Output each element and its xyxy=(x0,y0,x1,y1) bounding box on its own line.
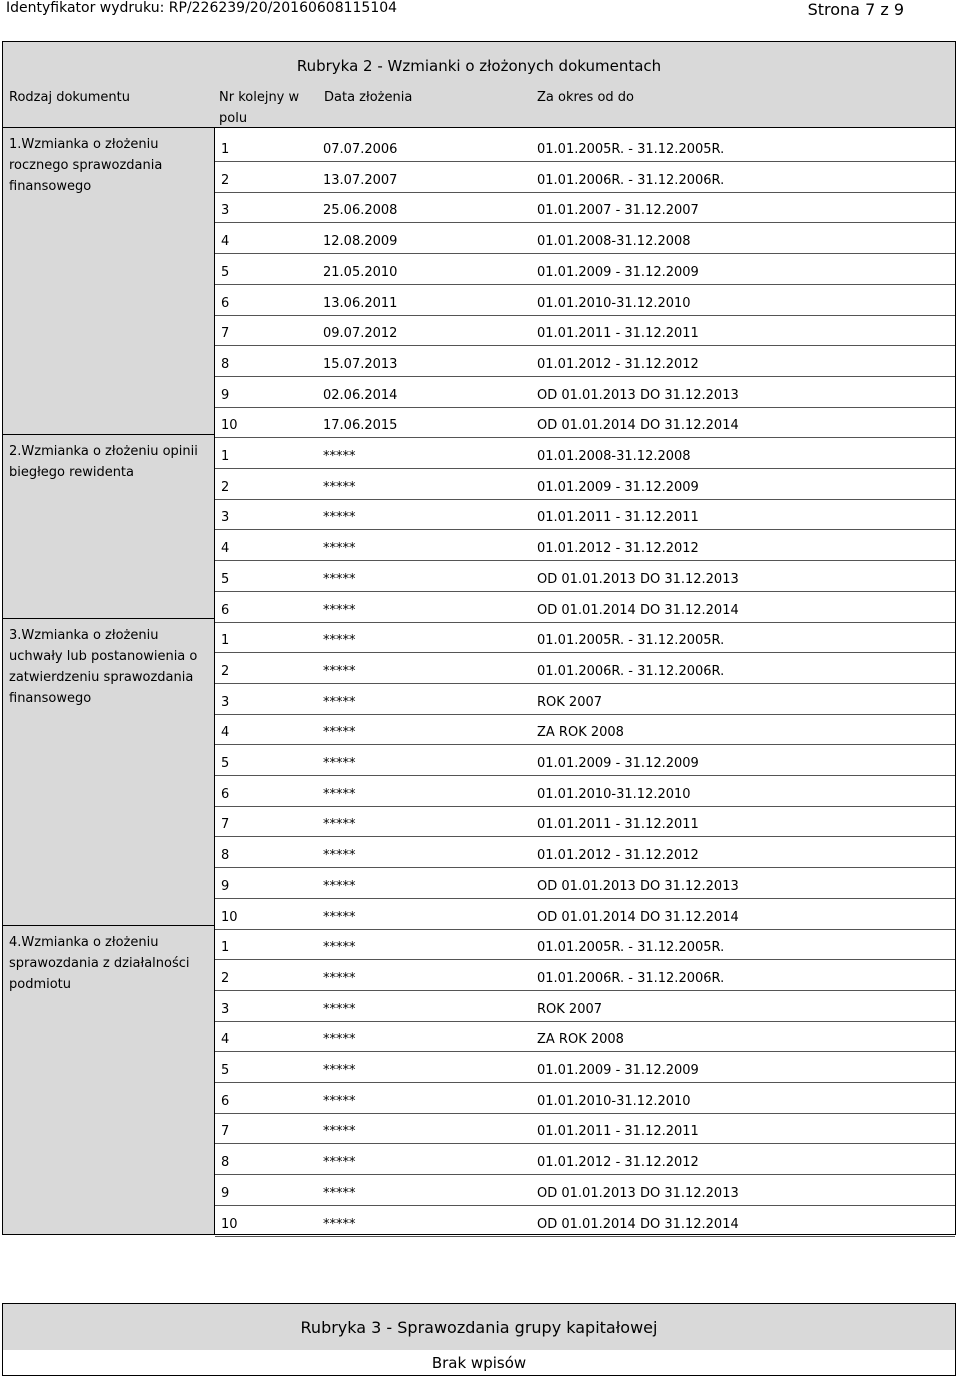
row-rule xyxy=(215,499,955,500)
cell-date: ***** xyxy=(323,510,356,526)
row-rule xyxy=(215,284,955,285)
cell-nr: 7 xyxy=(221,1124,230,1140)
row-rule xyxy=(215,1236,955,1237)
row-rule xyxy=(215,253,955,254)
cell-date: ***** xyxy=(323,694,356,710)
cell-date: ***** xyxy=(323,909,356,925)
cell-date: ***** xyxy=(323,663,356,679)
cell-date: 02.06.2014 xyxy=(323,387,398,403)
cell-period: ZA ROK 2008 xyxy=(537,1032,624,1048)
row-rule xyxy=(215,468,955,469)
cell-period: 01.01.2005R. - 31.12.2005R. xyxy=(537,940,725,956)
document-type-column xyxy=(3,128,215,1234)
cell-date: ***** xyxy=(323,602,356,618)
cell-date: ***** xyxy=(323,970,356,986)
row-rule xyxy=(215,1082,955,1083)
cell-period: 01.01.2009 - 31.12.2009 xyxy=(537,756,699,771)
row-rule xyxy=(215,1205,955,1206)
cell-period: 01.01.2006R. - 31.12.2006R. xyxy=(537,970,725,986)
row-rule xyxy=(215,192,955,193)
cell-date: ***** xyxy=(323,541,356,557)
cell-date: ***** xyxy=(323,1216,356,1232)
row-rule xyxy=(215,437,955,438)
row-rule xyxy=(215,929,955,930)
cell-nr: 8 xyxy=(221,1155,230,1171)
cell-period: OD 01.01.2013 DO 31.12.2013 xyxy=(537,387,739,403)
section-label: 3.Wzmianka o złożeniu uchwały lub postanowienia o zatwierdzeniu sprawozdania finansowego xyxy=(9,628,198,707)
cell-nr: 9 xyxy=(221,387,230,403)
cell-date: ***** xyxy=(323,940,356,956)
cell-nr: 3 xyxy=(221,510,230,526)
cell-period: 01.01.2009 - 31.12.2009 xyxy=(537,264,699,280)
row-rule xyxy=(215,867,955,868)
cell-nr: 3 xyxy=(221,694,230,710)
cell-date: ***** xyxy=(323,1063,356,1078)
cell-date: ***** xyxy=(323,817,356,833)
rubryka-3-title: Rubryka 3 - Sprawozdania grupy kapitałowej xyxy=(300,1318,658,1337)
cell-period: ROK 2007 xyxy=(537,1001,603,1017)
page-number: Strona 7 z 9 xyxy=(807,0,904,19)
cell-nr: 6 xyxy=(221,1093,230,1109)
cell-date: 21.05.2010 xyxy=(323,264,398,280)
row-rule xyxy=(215,407,955,408)
cell-period: 01.01.2012 - 31.12.2012 xyxy=(537,1155,699,1171)
cell-date: ***** xyxy=(323,1185,356,1201)
cell-nr: 5 xyxy=(221,264,230,280)
cell-date: ***** xyxy=(323,1001,356,1017)
cell-nr: 8 xyxy=(221,848,230,864)
row-rule xyxy=(215,652,955,653)
cell-date: ***** xyxy=(323,633,356,649)
cell-nr: 5 xyxy=(221,1063,230,1078)
cell-date: ***** xyxy=(323,756,356,771)
cell-date: 17.06.2015 xyxy=(323,418,398,434)
rubryka-2-title: Rubryka 2 - Wzmianki o złożonych dokumentach xyxy=(296,57,662,75)
cell-period: 01.01.2011 - 31.12.2011 xyxy=(537,1124,699,1140)
column-header-doc-type: Rodzaj dokumentu xyxy=(9,90,130,105)
cell-date: ***** xyxy=(323,1032,356,1048)
cell-date: ***** xyxy=(323,571,356,587)
cell-period: 01.01.2011 - 31.12.2011 xyxy=(537,326,699,342)
row-rule xyxy=(215,560,955,561)
section-label: 1.Wzmianka o złożeniu rocznego sprawozdania finansowego xyxy=(9,137,163,194)
row-rule xyxy=(215,529,955,530)
column-header-period: Za okres od do xyxy=(537,90,634,105)
cell-nr: 7 xyxy=(221,326,230,342)
cell-nr: 6 xyxy=(221,602,230,618)
cell-date: ***** xyxy=(323,786,356,802)
row-rule xyxy=(215,898,955,899)
cell-nr: 6 xyxy=(221,786,230,802)
cell-date: 12.08.2009 xyxy=(323,234,398,250)
cell-date: 07.07.2006 xyxy=(323,142,398,157)
cell-nr: 4 xyxy=(221,234,230,250)
row-rule xyxy=(215,315,955,316)
cell-nr: 2 xyxy=(221,663,230,679)
row-rule xyxy=(215,222,955,223)
cell-nr: 2 xyxy=(221,479,230,495)
cell-nr: 1 xyxy=(221,940,230,956)
cell-nr: 4 xyxy=(221,725,230,741)
column-header-ordinal: Nr kolejny w polu xyxy=(219,90,300,126)
row-rule xyxy=(215,744,955,745)
section-label: 4.Wzmianka o złożeniu sprawozdania z działalności podmiotu xyxy=(9,935,190,993)
section-separator xyxy=(3,925,214,926)
cell-nr: 1 xyxy=(221,633,230,649)
cell-period: OD 01.01.2014 DO 31.12.2014 xyxy=(537,909,739,925)
cell-period: 01.01.2006R. - 31.12.2006R. xyxy=(537,172,725,188)
cell-period: 01.01.2010-31.12.2010 xyxy=(537,786,691,802)
cell-period: 01.01.2012 - 31.12.2012 xyxy=(537,541,699,557)
section-separator xyxy=(3,618,214,619)
cell-date: ***** xyxy=(323,848,356,864)
row-rule xyxy=(215,1174,955,1175)
cell-nr: 5 xyxy=(221,571,230,587)
cell-date: ***** xyxy=(323,1093,356,1109)
row-rule xyxy=(215,1051,955,1052)
row-rule xyxy=(215,376,955,377)
cell-period: 01.01.2005R. - 31.12.2005R. xyxy=(537,142,725,157)
cell-nr: 9 xyxy=(221,878,230,894)
cell-nr: 10 xyxy=(221,1216,238,1232)
cell-date: ***** xyxy=(323,725,356,741)
cell-date: 13.07.2007 xyxy=(323,172,398,188)
row-rule xyxy=(215,775,955,776)
cell-period: OD 01.01.2014 DO 31.12.2014 xyxy=(537,418,739,434)
cell-period: 01.01.2005R. - 31.12.2005R. xyxy=(537,633,725,649)
row-rule xyxy=(215,161,955,162)
row-rule xyxy=(215,714,955,715)
cell-nr: 2 xyxy=(221,172,230,188)
cell-period: OD 01.01.2013 DO 31.12.2013 xyxy=(537,571,739,587)
row-rule xyxy=(215,622,955,623)
row-rule xyxy=(215,345,955,346)
cell-period: 01.01.2012 - 31.12.2012 xyxy=(537,356,699,372)
cell-nr: 10 xyxy=(221,418,238,434)
row-rule xyxy=(215,1021,955,1022)
row-rule xyxy=(215,591,955,592)
cell-date: ***** xyxy=(323,878,356,894)
cell-period: 01.01.2012 - 31.12.2012 xyxy=(537,848,699,864)
cell-nr: 1 xyxy=(221,142,230,157)
cell-date: ***** xyxy=(323,479,356,495)
cell-nr: 3 xyxy=(221,1001,230,1017)
cell-nr: 9 xyxy=(221,1185,230,1201)
cell-nr: 10 xyxy=(221,909,238,925)
row-rule xyxy=(215,683,955,684)
cell-period: 01.01.2008-31.12.2008 xyxy=(537,449,691,464)
cell-nr: 1 xyxy=(221,449,230,464)
cell-period: 01.01.2009 - 31.12.2009 xyxy=(537,1063,699,1078)
row-rule xyxy=(215,1113,955,1114)
cell-period: 01.01.2007 - 31.12.2007 xyxy=(537,203,699,219)
cell-nr: 2 xyxy=(221,970,230,986)
print-identifier: Identyfikator wydruku: RP/226239/20/20160608115104 xyxy=(6,0,398,16)
row-rule xyxy=(215,1143,955,1144)
cell-nr: 4 xyxy=(221,541,230,557)
rubryka-2-table xyxy=(2,41,956,1235)
cell-period: OD 01.01.2013 DO 31.12.2013 xyxy=(537,878,739,894)
row-rule xyxy=(215,990,955,991)
cell-nr: 5 xyxy=(221,756,230,771)
cell-date: ***** xyxy=(323,1155,356,1171)
cell-period: 01.01.2010-31.12.2010 xyxy=(537,295,691,311)
cell-date: 13.06.2011 xyxy=(323,295,398,311)
cell-period: 01.01.2009 - 31.12.2009 xyxy=(537,479,699,495)
section-label: 2.Wzmianka o złożeniu opinii biegłego rewidenta xyxy=(9,444,198,480)
column-header-date: Data złożenia xyxy=(324,90,413,105)
cell-period: 01.01.2006R. - 31.12.2006R. xyxy=(537,663,725,679)
cell-date: 09.07.2012 xyxy=(323,326,398,342)
cell-date: 15.07.2013 xyxy=(323,356,398,372)
cell-nr: 4 xyxy=(221,1032,230,1048)
table-header xyxy=(3,42,955,128)
cell-period: OD 01.01.2014 DO 31.12.2014 xyxy=(537,602,739,618)
row-rule xyxy=(215,959,955,960)
cell-period: OD 01.01.2013 DO 31.12.2013 xyxy=(537,1185,739,1201)
cell-nr: 6 xyxy=(221,295,230,311)
cell-period: 01.01.2011 - 31.12.2011 xyxy=(537,817,699,833)
cell-date: ***** xyxy=(323,1124,356,1140)
cell-period: OD 01.01.2014 DO 31.12.2014 xyxy=(537,1216,739,1232)
cell-period: ROK 2007 xyxy=(537,694,603,710)
no-entries-text: Brak wpisów xyxy=(431,1354,527,1372)
cell-period: 01.01.2010-31.12.2010 xyxy=(537,1093,691,1109)
cell-period: ZA ROK 2008 xyxy=(537,725,624,741)
rubryka-3-body xyxy=(3,1350,955,1375)
row-rule xyxy=(215,836,955,837)
cell-date: ***** xyxy=(323,449,356,464)
cell-date: 25.06.2008 xyxy=(323,203,398,219)
row-rule xyxy=(215,806,955,807)
cell-period: 01.01.2011 - 31.12.2011 xyxy=(537,510,699,526)
cell-nr: 8 xyxy=(221,356,230,372)
cell-nr: 7 xyxy=(221,817,230,833)
section-separator xyxy=(3,434,214,435)
cell-period: 01.01.2008-31.12.2008 xyxy=(537,234,691,250)
rubryka-3-box xyxy=(2,1303,956,1376)
cell-nr: 3 xyxy=(221,203,230,219)
